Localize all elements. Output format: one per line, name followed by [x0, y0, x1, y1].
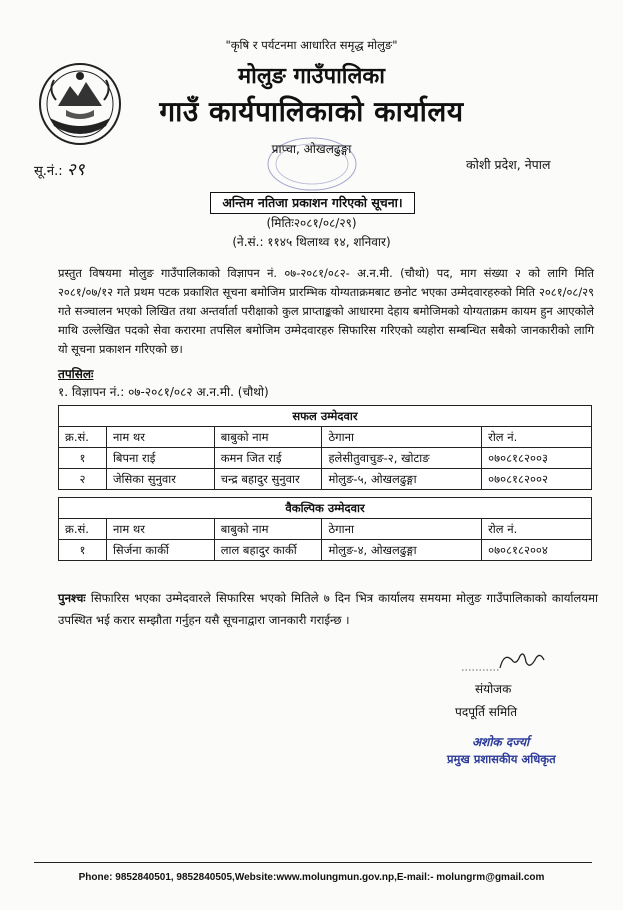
table-cell: ०७०८१८२००२ — [482, 469, 592, 490]
signatory-committee: पदपूर्ति समिति — [455, 705, 518, 719]
table-cell: हलेसीतुवाचुङ-२, खोटाङ — [322, 448, 482, 469]
postscript-text: सिफारिस भएका उम्मेदवारले सिफारिस भएको मितिले ७ दिन भित्र कार्यालय समयमा मोलुङ गाउँपालिकाको कार्यालयमा उपस्थित भई करार सम्झौता गर्नुहन यसै सूचनाद्वारा जानकारी गराईन्छ । — [58, 591, 599, 627]
details-heading: तपसिलः — [58, 367, 94, 381]
column-header: क्र.सं. — [59, 519, 107, 540]
province: कोशी प्रदेश, नेपाल — [466, 157, 551, 172]
notice-body: प्रस्तुत विषयमा मोलुङ गाउँपालिकाको विज्ञापन नं. ०७-२०८१/०८२- अ.न.मी. (चौथो) पद, माग संख्या २ को लागि मिति २०८१/०७/१२ गते प्रथम पटक प्रकाशित सूचना बमोजिम प्रारम्भिक योग्यताक्रमबाट छनोट भएका उम्मेदवारहरुको मिति २०८१/०८/२९ गते सञ्चालन भएको लिखित तथा अन्तर्वार्ता परीक्षाको कुल प्राप्ताङ्कको आधारमा देहाय बमोजिमको योग्यताक्रम कायम हुन आएकोले माथि उल्लेखित पदको सेवा करारमा तपसिल बमोजिम उम्मेदवारहरु सिफारिस गरिएको व्यहोरा सम्बन्धित सबैको जानकारीको लागि यो सूचना प्रकाशन गरिएको छ। — [58, 266, 594, 356]
table-cell: लाल बहादुर कार्की — [214, 540, 322, 561]
successful-candidates-table — [58, 405, 592, 490]
table-cell: जेसिका सुनुवार — [106, 469, 214, 490]
alternate-candidates-table — [58, 497, 592, 561]
column-header: ठेगाना — [322, 519, 482, 540]
column-header: रोल नं. — [482, 519, 592, 540]
table-cell: १ — [59, 448, 107, 469]
table-section-heading: सफल उम्मेदवार — [59, 406, 592, 427]
footer-contact: Phone: 9852840501, 9852840505,Website:www.molungmun.gov.np,E-mail:- molungrm@gmail.com — [78, 872, 545, 883]
office-address: प्राप्चा, ओखलढुङ्गा — [271, 142, 352, 156]
column-header: नाम थर — [106, 427, 214, 448]
table-cell: ०७०८१८२००३ — [482, 448, 592, 469]
table-cell: ०७०८१८२००४ — [482, 540, 592, 561]
table-row — [59, 469, 592, 490]
office-name: गाउँ कार्यपालिकाको कार्यालय — [159, 95, 464, 128]
table-cell: कमन जित राई — [214, 448, 322, 469]
officer-title: प्रमुख प्रशासकीय अधिकृत — [447, 752, 556, 766]
table-cell: चन्द्र बहादुर सुनुवार — [214, 469, 322, 490]
table-cell: मोलुङ-४, ओखलढुङ्गा — [322, 540, 482, 561]
column-header: क्र.सं. — [59, 427, 107, 448]
table-cell: मोलुङ-५, ओखलढुङ्गा — [322, 469, 482, 490]
notice-date-bs: (मितिः२०८१/०८/२९) — [266, 216, 357, 230]
postscript-label: पुनश्चः — [58, 591, 86, 605]
signatory-role: संयोजक — [475, 682, 512, 696]
table-header-row — [59, 427, 592, 448]
table-row — [59, 540, 592, 561]
notice-date-ns: (ने.सं.: ११४५ थिलाथ्व १४, शनिवार) — [232, 235, 391, 249]
table-cell: बिपना राई — [106, 448, 214, 469]
footer-divider — [34, 862, 592, 863]
postscript — [58, 587, 598, 631]
table-cell: १ — [59, 540, 107, 561]
reference-label: सू.नं.: — [34, 164, 63, 179]
officer-name: अशोक दर्ज्या — [472, 735, 530, 749]
column-header: रोल नं. — [482, 427, 592, 448]
signature-icon — [460, 648, 550, 674]
table-cell: सिर्जना कार्की — [106, 540, 214, 561]
motto: "कृषि र पर्यटनमा आधारित समृद्ध मोलुङ" — [225, 38, 398, 52]
table-section-heading: वैकल्पिक उम्मेदवार — [59, 498, 592, 519]
reference-value: २९ — [66, 160, 85, 180]
table-header-row — [59, 519, 592, 540]
column-header: नाम थर — [106, 519, 214, 540]
municipality-name: मोलुङ गाउँपालिका — [238, 64, 385, 89]
advertisement-number: १. विज्ञापन नं.: ०७-२०८१/०८२ अ.न.मी. (चौथो) — [58, 385, 269, 399]
column-header: ठेगाना — [322, 427, 482, 448]
column-header: बाबुको नाम — [214, 427, 322, 448]
reference-number — [34, 157, 84, 180]
table-row — [59, 448, 592, 469]
table-cell: २ — [59, 469, 107, 490]
column-header: बाबुको नाम — [214, 519, 322, 540]
notice-title: अन्तिम नतिजा प्रकाशन गरिएको सूचना। — [210, 192, 415, 214]
